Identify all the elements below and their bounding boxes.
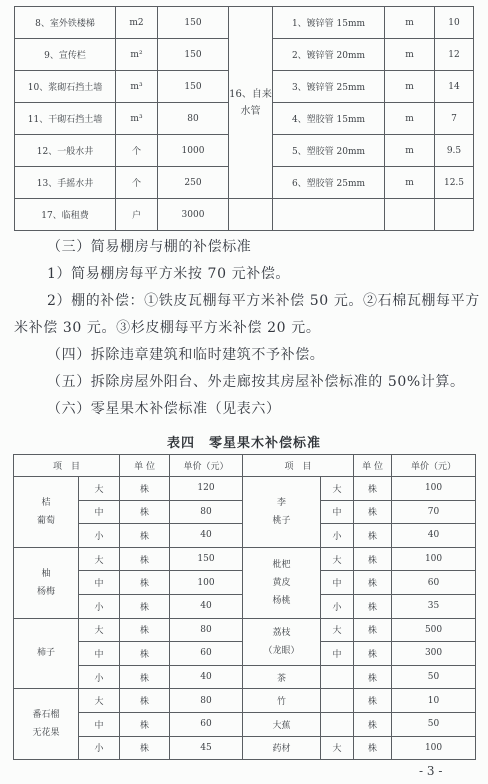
unit-cell: 株 [120, 594, 170, 618]
group-name-line: 荔枝 [272, 627, 291, 638]
unit-cell: 个 [116, 167, 158, 199]
size-cell: 小 [321, 524, 354, 548]
price-cell: 80 [170, 618, 243, 642]
price-cell: 12.5 [435, 167, 474, 199]
size-cell: 大 [79, 689, 120, 713]
unit-cell: 株 [354, 665, 392, 689]
price-cell: 50 [392, 712, 476, 736]
unit-cell: 株 [120, 571, 170, 595]
table-row [14, 736, 476, 760]
size-cell: 大 [321, 618, 354, 642]
unit-cell: 株 [120, 736, 170, 760]
group-name-line: 柚 [41, 568, 51, 579]
price-cell: 150 [170, 547, 243, 571]
table-row [14, 477, 476, 501]
price-cell: 40 [392, 524, 476, 548]
item-cell: 13、手摇水井 [15, 167, 116, 199]
unit-cell: 株 [354, 500, 392, 524]
single-item-cell: 药材 [243, 736, 321, 760]
price-cell: 10 [392, 689, 476, 713]
group-name-line: 番石榴 [32, 710, 60, 721]
column-header: 项 目 [14, 455, 120, 477]
table-row [14, 618, 476, 642]
single-item-cell: 竹 [243, 689, 321, 713]
table-row [15, 199, 474, 231]
price-cell: 12 [435, 39, 474, 71]
unit-cell: m [385, 135, 435, 167]
unit-cell: 户 [116, 199, 158, 231]
price-cell: 150 [158, 71, 229, 103]
size-cell: 大 [79, 547, 120, 571]
unit-cell: m [385, 7, 435, 39]
group-name-cell [14, 547, 79, 618]
unit-cell: 株 [120, 547, 170, 571]
unit-cell: m [385, 39, 435, 71]
table-row [15, 7, 474, 39]
section-heading: （五）拆除房屋外阳台、外走廊按其房屋补偿标准的 50%计算。 [47, 374, 465, 390]
unit-cell: 个 [116, 135, 158, 167]
item-cell: 11、干砌石挡土墙 [15, 103, 116, 135]
unit-cell: 株 [354, 736, 392, 760]
size-cell: 小 [79, 524, 120, 548]
price-cell: 100 [170, 571, 243, 595]
group-name-cell [243, 477, 321, 548]
item-cell: 10、浆砌石挡土墙 [15, 71, 116, 103]
item-cell: 8、室外铁楼梯 [15, 7, 116, 39]
size-cell: 中 [79, 712, 120, 736]
unit-cell: m² [116, 39, 158, 71]
single-item-cell: 大蕉 [243, 712, 321, 736]
unit-cell: m [385, 71, 435, 103]
empty-cell [273, 199, 385, 231]
price-cell: 50 [392, 665, 476, 689]
unit-cell: m2 [116, 7, 158, 39]
unit-cell: 株 [354, 689, 392, 713]
group-name-line: （龙眼） [263, 645, 300, 656]
water-pipe-compensation-table [14, 6, 474, 231]
price-cell: 60 [170, 712, 243, 736]
price-cell: 3000 [158, 199, 229, 231]
group-name-cell [14, 618, 79, 689]
price-cell: 9.5 [435, 135, 474, 167]
group-name-cell [243, 547, 321, 618]
price-cell: 80 [170, 689, 243, 713]
size-cell: 中 [321, 571, 354, 595]
empty-cell [385, 199, 435, 231]
size-cell: 大 [321, 477, 354, 501]
price-cell: 500 [392, 618, 476, 642]
price-cell: 100 [392, 477, 476, 501]
column-header: 项 目 [243, 455, 354, 477]
price-cell: 40 [170, 594, 243, 618]
unit-cell: 株 [120, 689, 170, 713]
price-cell: 300 [392, 642, 476, 666]
column-header: 单 位 [354, 455, 392, 477]
size-cell [321, 712, 354, 736]
table-title: 表四 零星果木补偿标准 [166, 436, 321, 451]
item-cell: 1、镀锌管 15mm [273, 7, 385, 39]
unit-cell: 株 [354, 547, 392, 571]
single-item-cell: 茶 [243, 665, 321, 689]
unit-cell: 株 [120, 477, 170, 501]
table-row [14, 712, 476, 736]
unit-cell: 株 [120, 712, 170, 736]
table-row [14, 689, 476, 713]
page-number: - 3 - [419, 764, 443, 778]
price-cell: 70 [392, 500, 476, 524]
price-cell: 1000 [158, 135, 229, 167]
price-cell: 80 [158, 103, 229, 135]
size-cell: 中 [321, 500, 354, 524]
group-name-line: 葡萄 [36, 515, 55, 526]
paragraph-continuation: 米补偿 30 元。③杉皮棚每平方米补偿 20 元。 [14, 320, 321, 336]
unit-cell: 株 [354, 477, 392, 501]
price-cell: 80 [170, 500, 243, 524]
unit-cell: 株 [120, 618, 170, 642]
unit-cell: 株 [120, 642, 170, 666]
fruit-tree-compensation-table [13, 454, 476, 760]
item-cell: 5、塑胶管 20mm [273, 135, 385, 167]
section-heading: （三）简易棚房与棚的补偿标准 [47, 239, 252, 255]
unit-cell: 株 [354, 524, 392, 548]
item-cell: 17、临租费 [15, 199, 116, 231]
price-cell: 10 [435, 7, 474, 39]
unit-cell: 株 [120, 665, 170, 689]
item-cell: 6、塑胶管 25mm [273, 167, 385, 199]
size-cell: 小 [79, 594, 120, 618]
header-row [14, 455, 476, 477]
size-cell: 小 [79, 736, 120, 760]
unit-cell: 株 [120, 500, 170, 524]
item-cell: 12、一般水井 [15, 135, 116, 167]
paragraph: 2）棚的补偿：①铁皮瓦棚每平方米补偿 50 元。②石棉瓦棚每平方 [47, 293, 480, 309]
size-cell: 大 [79, 477, 120, 501]
size-cell: 大 [321, 547, 354, 571]
size-cell [321, 689, 354, 713]
group-name-line: 杨梅 [36, 586, 55, 597]
size-cell: 大 [79, 618, 120, 642]
unit-cell: 株 [354, 618, 392, 642]
group-label-line: 水管 [240, 105, 261, 117]
empty-cell [435, 199, 474, 231]
price-cell: 100 [392, 547, 476, 571]
price-cell: 250 [158, 167, 229, 199]
group-name-line: 柿子 [36, 648, 55, 659]
group-name-line: 黄皮 [272, 577, 291, 588]
price-cell: 100 [392, 736, 476, 760]
group-label-cell [229, 7, 273, 199]
size-cell: 小 [79, 665, 120, 689]
size-cell: 中 [79, 571, 120, 595]
section-heading: （四）拆除违章建筑和临时建筑不予补偿。 [47, 347, 325, 363]
unit-cell: 株 [354, 594, 392, 618]
unit-cell: 株 [354, 642, 392, 666]
column-header: 单 位 [120, 455, 170, 477]
price-cell: 35 [392, 594, 476, 618]
group-name-line: 杨桃 [272, 595, 291, 606]
unit-cell: m [385, 167, 435, 199]
group-name-cell [243, 618, 321, 665]
size-cell: 中 [321, 642, 354, 666]
price-cell: 40 [170, 524, 243, 548]
column-header: 单价（元） [170, 455, 243, 477]
item-cell: 3、镀锌管 25mm [273, 71, 385, 103]
group-name-line: 枇杷 [272, 559, 291, 570]
unit-cell: 株 [354, 712, 392, 736]
price-cell: 60 [170, 642, 243, 666]
item-cell: 2、镀锌管 20mm [273, 39, 385, 71]
size-cell: 中 [79, 500, 120, 524]
item-cell: 4、塑胶管 15mm [273, 103, 385, 135]
unit-cell: m³ [116, 103, 158, 135]
column-header: 单价（元） [392, 455, 476, 477]
unit-cell: m [385, 103, 435, 135]
unit-cell: 株 [354, 571, 392, 595]
price-cell: 7 [435, 103, 474, 135]
unit-cell: m³ [116, 71, 158, 103]
group-name-cell [14, 689, 79, 760]
size-cell: 小 [321, 594, 354, 618]
price-cell: 60 [392, 571, 476, 595]
size-cell [321, 665, 354, 689]
group-name-cell [14, 477, 79, 548]
group-name-line: 桔 [41, 497, 51, 508]
table-row [14, 665, 476, 689]
price-cell: 150 [158, 7, 229, 39]
group-name-line: 李 [277, 497, 287, 508]
price-cell: 150 [158, 39, 229, 71]
unit-cell: 株 [120, 524, 170, 548]
size-cell: 大 [321, 736, 354, 760]
price-cell: 14 [435, 71, 474, 103]
paragraph: 1）简易棚房每平方米按 70 元补偿。 [47, 266, 291, 282]
size-cell: 中 [79, 642, 120, 666]
empty-cell [229, 199, 273, 231]
price-cell: 45 [170, 736, 243, 760]
group-label-line: 16、自来 [229, 88, 272, 100]
table-row [14, 547, 476, 571]
price-cell: 40 [170, 665, 243, 689]
item-cell: 9、宣传栏 [15, 39, 116, 71]
price-cell: 120 [170, 477, 243, 501]
group-name-line: 无花果 [32, 728, 60, 739]
group-name-line: 桃子 [272, 515, 291, 526]
section-heading: （六）零星果木补偿标准（见表六） [47, 401, 281, 417]
